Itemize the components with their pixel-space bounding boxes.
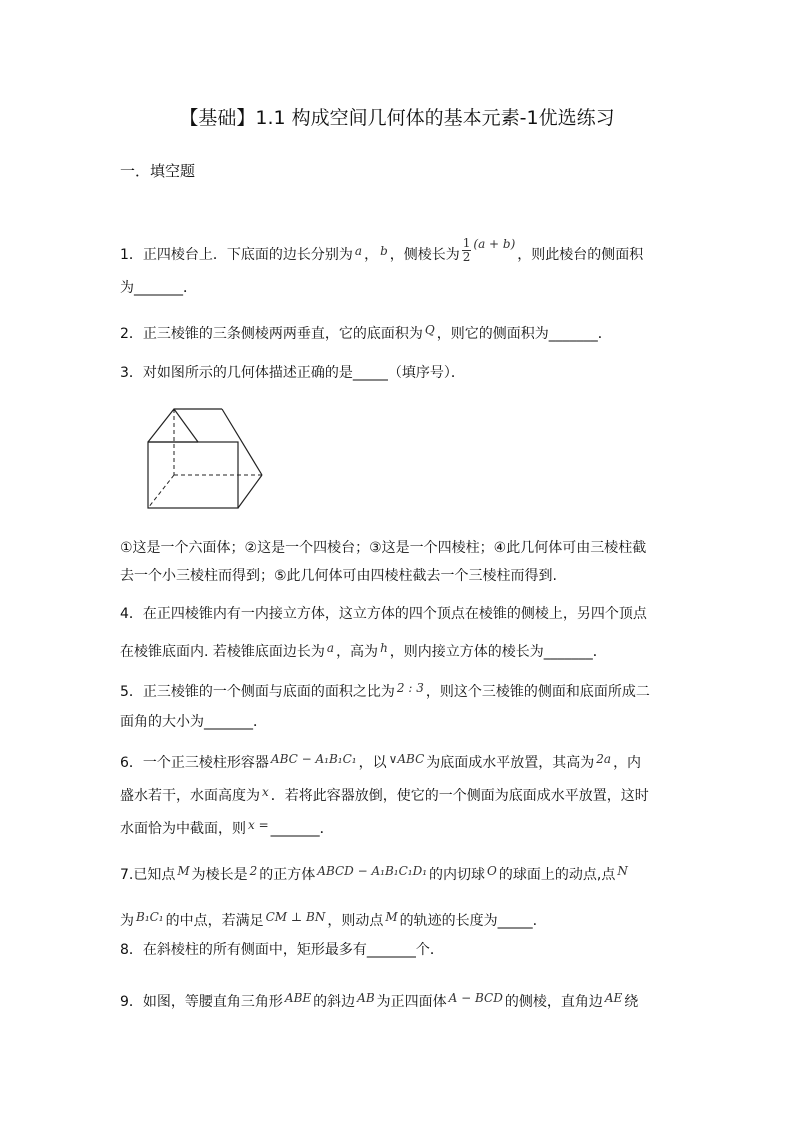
- q3-text: 3．对如图所示的几何体描述正确的是_____（填序号）．: [120, 365, 465, 381]
- q1-math-a: a: [354, 244, 363, 258]
- q7-math-perp: CM ⊥ BN: [265, 910, 326, 924]
- q9-text-b: 的斜边: [313, 994, 356, 1010]
- q7-text-c: 的正方体: [259, 867, 316, 883]
- q4-text-a: 在棱锥底面内. 若棱锥底面边长为: [120, 644, 325, 660]
- q9-math-ab: AB: [357, 991, 375, 1005]
- q1-math-b: b: [380, 244, 388, 258]
- q1-frac-rest: (a + b): [473, 237, 516, 251]
- q5-text-a: 5．正三棱锥的一个侧面与底面的面积之比为: [120, 684, 395, 700]
- q7-math-n: N: [617, 864, 628, 878]
- q2-text-b: ，则它的侧面积为_______．: [436, 326, 612, 342]
- q6-text-c: 为底面成水平放置，其高为: [426, 755, 595, 771]
- q9-math-abe: ABE: [284, 991, 312, 1005]
- q7-math-b1c1: B₁C₁: [136, 910, 164, 924]
- q1-line2: 为_______．: [120, 280, 197, 296]
- section-heading: 一．填空题: [120, 162, 196, 180]
- q7-text-f: 为: [120, 913, 134, 929]
- q6-math-prism: ABC − A₁B₁C₁: [270, 752, 357, 766]
- q9-text-e: 绕: [624, 994, 639, 1010]
- q6-text-f: ．若将此容器放倒，使它的一个侧面为底面成水平放置，这时: [270, 788, 649, 804]
- q9-text-c: 为正四面体: [376, 994, 447, 1010]
- page-title: 【基础】1.1 构成空间几何体的基本元素-1优选练习: [179, 107, 615, 129]
- q7-text-i: 的轨迹的长度为_____.: [399, 913, 538, 929]
- q7-text-h: ，则动点: [327, 913, 384, 929]
- q6-text-b: ，以: [358, 755, 387, 771]
- q7-text-b: 为棱长是: [191, 867, 248, 883]
- q7-text-d: 的内切球: [429, 867, 486, 883]
- q3-options-line2: 去一个小三棱柱而得到；⑤此几何体可由四棱柱截去一个三棱柱而得到.: [120, 568, 557, 584]
- q3-options-line1: ①这是一个六面体；②这是一个四棱台；③这是一个四棱柱；④此几何体可由三棱柱截: [120, 540, 647, 556]
- question-5: [120, 673, 680, 737]
- q6-math-height: 2a: [596, 752, 612, 766]
- q8-text: 8．在斜棱柱的所有侧面中，矩形最多有_______个．: [120, 942, 444, 958]
- q9-math-tetra: A − BCD: [448, 991, 503, 1005]
- q4-math-h: h: [380, 641, 388, 655]
- q1-text-d: ，则此棱台的侧面积: [517, 247, 644, 263]
- q1-text-a: 1．正四棱台上．下底面的边长分别为: [120, 247, 353, 263]
- q1-text-c: ，侧棱长为: [389, 247, 460, 263]
- q6-math-base: ∨ABC: [388, 752, 425, 766]
- q1-fraction: [462, 229, 516, 265]
- q6-text-g: 水面恰为中截面，则: [120, 821, 246, 837]
- q4-math-a: a: [326, 641, 335, 655]
- q6-text-d: ，内: [613, 755, 642, 771]
- q5-math-ratio: 2 : 3: [396, 681, 424, 695]
- question-9: [120, 983, 690, 1017]
- question-7: [120, 850, 680, 942]
- q4-text-c: ，则内接立方体的棱长为_______．: [389, 644, 607, 660]
- q7-text-a: 7.已知点: [120, 867, 176, 883]
- q1-frac-numerator: 1: [462, 236, 471, 250]
- question-3: [120, 358, 680, 388]
- polyhedron-figure: [140, 405, 270, 515]
- question-6: [120, 745, 680, 844]
- q6-math-x: x: [262, 785, 269, 799]
- q5-text-b: ，则这个三棱锥的侧面和底面所成二: [425, 684, 650, 700]
- q7-math-o: O: [487, 864, 497, 878]
- q6-text-a: 6．一个正三棱柱形容器: [120, 755, 269, 771]
- q6-text-e: 盛水若干，水面高度为: [120, 788, 260, 804]
- q4-text-b: ，高为: [336, 644, 379, 660]
- question-2: [120, 315, 680, 349]
- question-1: [120, 236, 680, 303]
- q7-math-2: 2: [249, 864, 258, 878]
- q6-text-h: _______．: [270, 821, 334, 837]
- q9-math-ae: AE: [604, 991, 623, 1005]
- q4-line1: 4．在正四棱锥内有一内接立方体，这立方体的四个顶点在棱锥的侧棱上，另四个顶点: [120, 606, 647, 622]
- question-8: [120, 935, 680, 965]
- q7-math-m2: M: [385, 910, 398, 924]
- q7-text-e: 的球面上的动点,点: [498, 867, 616, 883]
- q7-math-m: M: [177, 864, 190, 878]
- q6-math-x-eq: x =: [248, 818, 269, 832]
- q9-text-a: 9．如图，等腰直角三角形: [120, 994, 283, 1010]
- q5-line2: 面角的大小为_______．: [120, 714, 267, 730]
- q2-math-a: Q: [424, 323, 435, 337]
- q7-text-g: 的中点，若满足: [165, 913, 264, 929]
- q1-frac-denominator: 2: [462, 250, 471, 264]
- question-4: [120, 597, 680, 669]
- q7-math-cube: ABCD − A₁B₁C₁D₁: [317, 864, 428, 878]
- q1-text-b: ，: [364, 247, 379, 263]
- q2-text-a: 2．正三棱锥的三条侧棱两两垂直，它的底面积为: [120, 326, 423, 342]
- q9-text-d: 的侧棱，直角边: [504, 994, 603, 1010]
- question-3-options: [120, 534, 690, 590]
